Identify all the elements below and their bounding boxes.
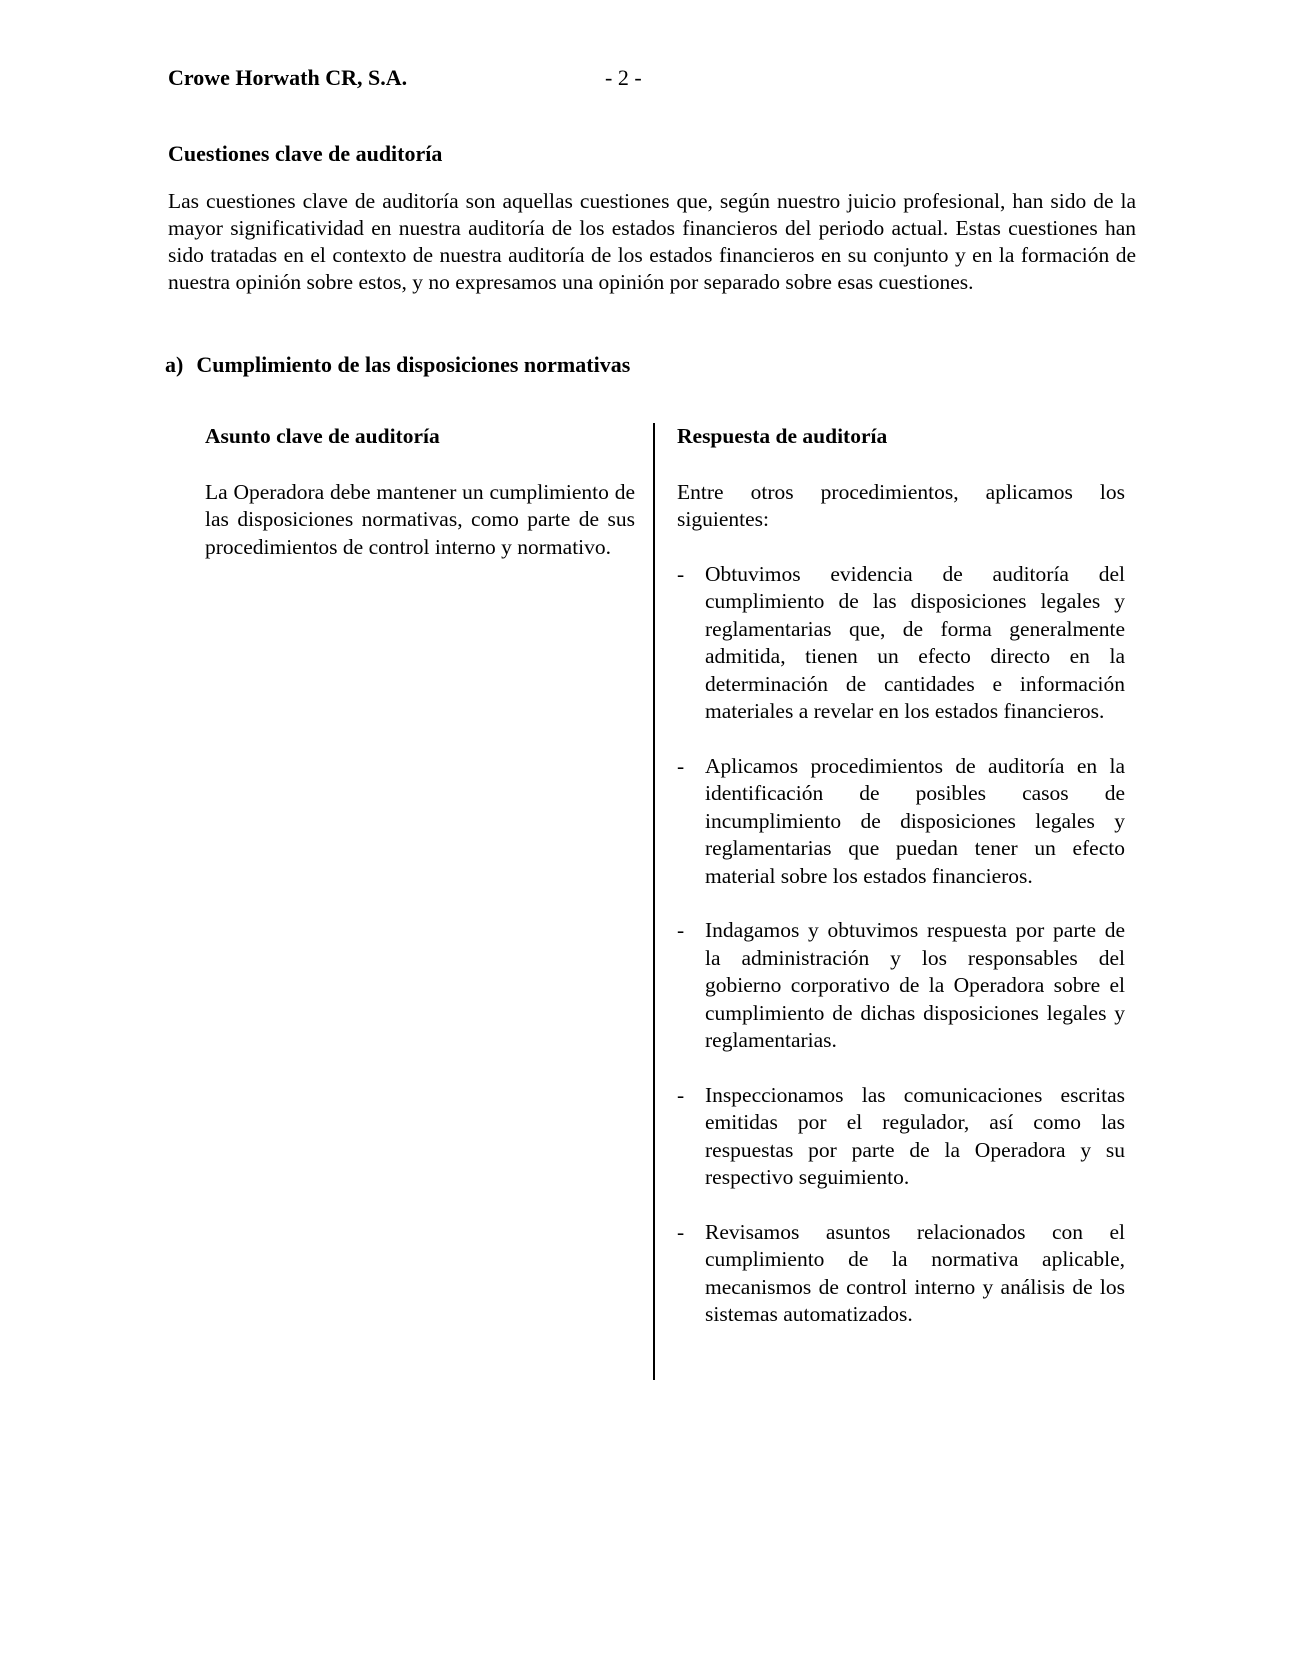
response-intro: Entre otros procedimientos, aplicamos los siguientes: (677, 479, 1125, 531)
bullet-text: Revisamos asuntos relacionados con el cumplimiento de la normativa aplicable, mecanismos de control interno y análisis de los sistemas automatizados. (705, 1219, 1125, 1326)
response-bullet (677, 1219, 1125, 1329)
bullet-text: Indagamos y obtuvimos respuesta por parte de la administración y los responsables del gobierno corporativo de la Operadora sobre el cumplimiento de dichas disposiciones legales y reglamentarias. (705, 918, 1125, 1052)
company-name: Crowe Horwath CR, S.A. (168, 65, 408, 90)
bullet-text: Inspeccionamos las comunicaciones escritas emitidas por el regulador, así como las respuestas por parte de la Operadora y su respectivo seguimiento. (705, 1082, 1125, 1189)
subsection-label: a) (165, 352, 184, 377)
bullet-text: Obtuvimos evidencia de auditoría del cumplimiento de las disposiciones legales y reglamentarias que, de forma generalmente admitida, tienen un efecto directo en la determinación de cantidades e información materiales a revelar en los estados financieros. (705, 561, 1125, 723)
document-header (168, 64, 1136, 91)
intro-paragraph: Las cuestiones clave de auditoría son aquellas cuestiones que, según nuestro juicio profesional, han sido de la mayor significatividad en nuestra auditoría de los estados financieros del periodo actual. Estas cuestiones han sido tratadas en el contexto de nuestra auditoría de los estados financieros en su conjunto y en la formación de nuestra opinión sobre estos, y no expresamos una opinión por separado sobre esas cuestiones. (168, 189, 1136, 294)
response-header: Respuesta de auditoría (677, 424, 888, 448)
bullet-dash: - (677, 753, 685, 778)
response-bullet (677, 561, 1125, 726)
section-title: Cuestiones clave de auditoría (168, 141, 443, 166)
key-matter-column (205, 423, 635, 1380)
response-bullet (677, 753, 1125, 891)
bullet-text: Aplicamos procedimientos de auditoría en la identificación de posibles casos de incumplimiento de disposiciones legales y reglamentarias que puedan tener un efecto material sobre los estados financieros. (705, 753, 1125, 888)
key-audit-matter-table (205, 423, 1125, 1380)
bullet-dash: - (677, 561, 685, 586)
response-bullet (677, 917, 1125, 1055)
response-column (653, 423, 1125, 1380)
bullet-dash: - (677, 1219, 685, 1244)
subsection-heading (165, 351, 630, 378)
key-matter-body: La Operadora debe mantener un cumplimiento de las disposiciones normativas, como parte de sus procedimientos de control interno y normativo. (205, 479, 635, 559)
bullet-dash: - (677, 918, 685, 942)
bullet-dash: - (677, 1082, 685, 1107)
response-bullet (677, 1082, 1125, 1192)
page-number: - 2 - (605, 65, 642, 90)
key-matter-header: Asunto clave de auditoría (205, 424, 440, 448)
subsection-title: Cumplimiento de las disposiciones normativas (196, 352, 631, 377)
